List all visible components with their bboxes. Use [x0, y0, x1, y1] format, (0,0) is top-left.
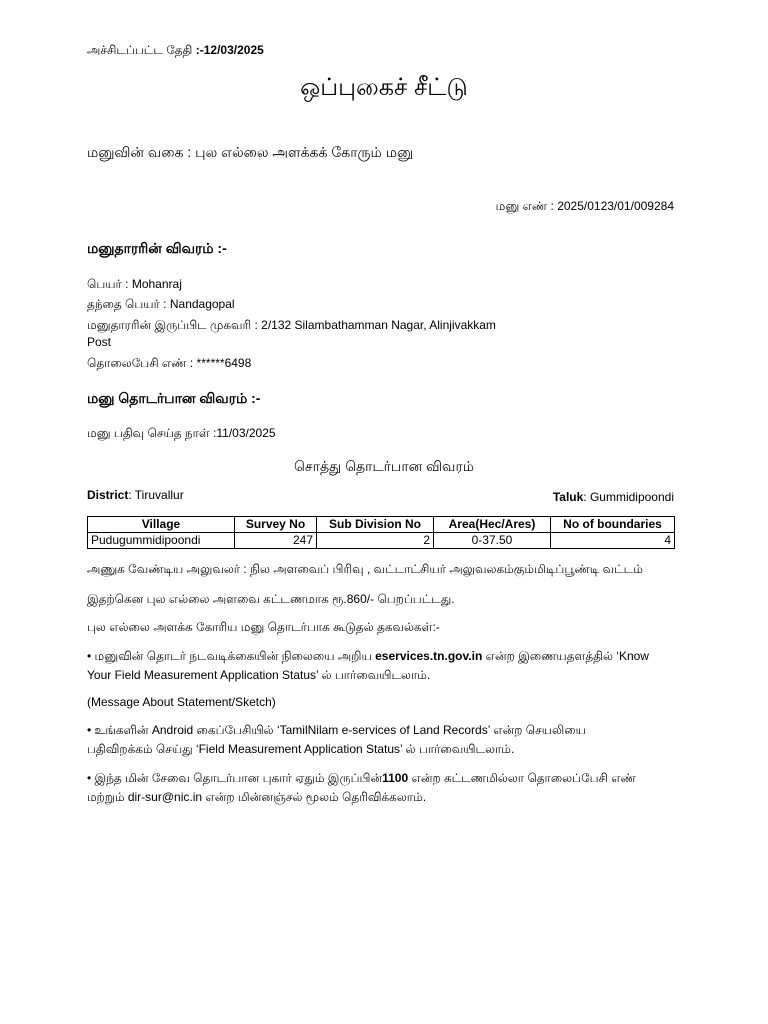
bullet2-line2: பதிவிறக்கம் செய்து ‘Field Measurement Application Status’ ல் பார்வையிடலாம்.	[87, 742, 515, 756]
district-label: District	[87, 488, 129, 502]
bullet3-prefix: • இந்த மின் சேவை தொடர்பான புகார் ஏதும் இருப்பின்	[87, 771, 383, 785]
fee-line: இதற்கென புல எல்லை அளவை கட்டணமாக ரூ.860/- பெறப்பட்டது.	[87, 592, 455, 606]
applicant-address-line1: மனுதாரரின் இருப்பிட முகவரி : 2/132 Silambathamman Nagar, Alinjivakkam	[87, 318, 496, 332]
taluk-value: : Gummidipoondi	[583, 490, 674, 504]
bullet1-line2: Your Field Measurement Application Status’ ல் பார்வையிடலாம்.	[87, 668, 431, 682]
applicant-section-heading: மனுதாரரின் விவரம் :-	[87, 240, 227, 256]
applicant-address-line2: Post	[87, 335, 112, 349]
application-registered-date: மனு பதிவு செய்த நாள் :11/03/2025	[87, 426, 276, 440]
applicant-father-name: தந்தை பெயர் : Nandagopal	[87, 297, 235, 311]
district-field	[87, 488, 184, 502]
table-cell-sub-division-no: 2	[317, 533, 434, 549]
table-header-village: Village	[88, 517, 235, 533]
print-date-label: அச்சிடப்பட்ட தேதி	[87, 43, 193, 57]
bullet1-prefix: • மனுவின் தொடர் நடவடிக்கையின் நிலையை அறிய	[87, 649, 376, 663]
application-type: மனுவின் வகை : புல எல்லை அளக்கக் கோரும் மனு	[87, 144, 414, 160]
helpline-number: 1100	[382, 771, 409, 785]
table-cell-survey-no: 247	[235, 533, 317, 549]
table-cell-village: Pudugummidipoondi	[88, 533, 235, 549]
bullet1-middle: என்ற இணையதளத்தில் ‘Know	[482, 649, 649, 663]
message-note: (Message About Statement/Sketch)	[87, 695, 276, 709]
land-details-table	[87, 516, 675, 549]
eservices-link[interactable]: eservices.tn.gov.in	[375, 649, 483, 663]
extra-info-heading: புல எல்லை அளக்க கோரிய மனு தொடர்பாக கூடுதல் தகவல்கள்:-	[87, 620, 440, 634]
table-cell-area: 0-37.50	[434, 533, 551, 549]
table-header-row	[88, 517, 675, 533]
print-date	[87, 43, 264, 59]
table-header-boundaries: No of boundaries	[551, 517, 675, 533]
property-section-heading: சொத்து தொடர்பான விவரம்	[294, 458, 474, 474]
info-bullet-status	[87, 647, 687, 685]
table-header-survey-no: Survey No	[235, 517, 317, 533]
page-title: ஒப்புகைச் சீட்டு	[300, 74, 468, 101]
taluk-label: Taluk	[552, 490, 584, 504]
taluk-field	[553, 490, 674, 504]
table-header-area: Area(Hec/Ares)	[434, 517, 551, 533]
print-date-value: :-12/03/2025	[195, 43, 264, 57]
bullet3-middle: என்ற கட்டணமில்லா தொலைப்பேசி எண்	[408, 771, 636, 785]
application-number: மனு எண் : 2025/0123/01/009284	[495, 199, 674, 213]
officer-line: அணுக வேண்டிய அலுவலர் : நில அளவைப் பிரிவு , வட்டாட்சியர் அலுவலகம்கும்மிடிப்பூண்டி வட்டம்	[87, 562, 643, 576]
application-section-heading: மனு தொடர்பான விவரம் :-	[87, 390, 261, 406]
bullet3-line2: மற்றும் dir-sur@nic.in என்ற மின்னஞ்சல் மூலம் தெரிவிக்கலாம்.	[87, 790, 427, 804]
district-value: : Tiruvallur	[128, 488, 184, 502]
info-bullet-app	[87, 721, 687, 759]
table-row	[88, 533, 675, 549]
table-cell-boundaries: 4	[551, 533, 675, 549]
info-bullet-complaint	[87, 769, 687, 807]
bullet2-line1: • உங்களின் Android கைப்பேசியில் ‘TamilNilam e-services of Land Records’ என்ற செயலியை	[87, 723, 586, 737]
applicant-name: பெயர் : Mohanraj	[87, 277, 182, 291]
applicant-phone: தொலைபேசி எண் : ******6498	[87, 356, 252, 370]
table-header-sub-division-no: Sub Division No	[317, 517, 434, 533]
